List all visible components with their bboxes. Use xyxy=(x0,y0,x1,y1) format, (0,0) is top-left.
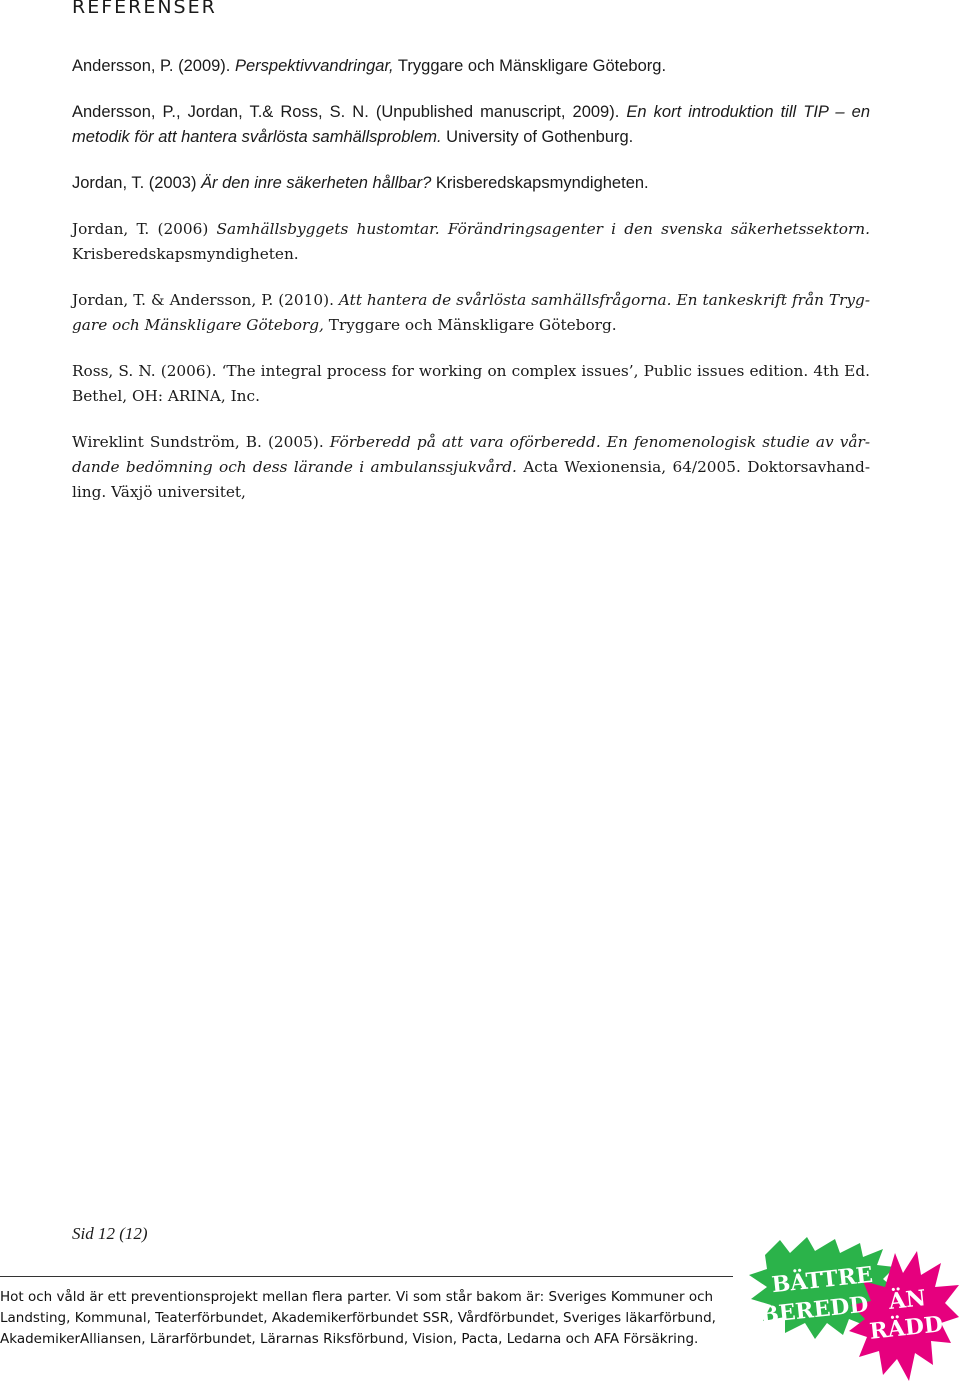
logo-word-radd: RÄDD xyxy=(868,1311,945,1345)
reference-text: Tryggare och Mänskligare Göteborg. xyxy=(323,316,617,334)
page-number: Sid 12 (12) xyxy=(72,1224,148,1243)
reference-text: Krisberedskapsmyndigheten. xyxy=(431,174,649,192)
reference-title: En kort introduktion till TIP – en metodik för att hantera svårlösta samhällsproblem. xyxy=(72,103,870,146)
reference-entry xyxy=(72,54,870,79)
reference-text: Jordan, T. (2006) xyxy=(72,220,217,238)
reference-entry xyxy=(72,171,870,196)
reference-entry xyxy=(72,359,870,409)
footer-line: AkademikerAlliansen, Lärarförbundet, Lärarnas Riksförbund, Vision, Pacta, Ledarna och AFA Försäkring. xyxy=(0,1331,699,1347)
reference-text: Tryggare och Mänskligare Göteborg. xyxy=(393,57,667,75)
reference-text: Acta Wexionensia, 64/2005. Doktorsavhandling. Växjö universitet, xyxy=(72,458,870,501)
reference-entry xyxy=(72,100,870,150)
logo-word-battre: BÄTTRE xyxy=(770,1261,875,1299)
reference-text: Andersson, P. (2009). xyxy=(72,57,235,75)
reference-title: Att hantera de svårlösta samhällsfrågorna. En tankeskrift från Tryggare och Mänskligare Göteborg, xyxy=(72,291,870,334)
reference-text: Wireklint Sundström, B. (2005). xyxy=(72,433,330,451)
reference-title: Samhällsbyggets hustomtar. Förändringsagenter i den svenska säkerhetssektorn. xyxy=(216,220,870,238)
reference-title: Förberedd på att vara oförberedd. En fenomenologisk studie av vårdande bedömning och dess lärande i ambulanssjukvård. xyxy=(72,433,870,476)
reference-title: Perspektivvandringar, xyxy=(234,57,394,75)
reference-text: Jordan, T. (2003) xyxy=(72,174,202,192)
logo-word-beredd: BEREDD xyxy=(758,1291,870,1329)
reference-list xyxy=(72,54,870,526)
reference-text: Jordan, T. & Andersson, P. (2010). xyxy=(72,291,339,309)
logo-word-an: ÄN xyxy=(887,1285,928,1315)
reference-entry xyxy=(72,217,870,267)
reference-text: Ross, S. N. (2006). ‘The integral process for working on complex issues’, Public issues edition. 4th Ed. Bethel, OH: ARINA, Inc. xyxy=(72,362,870,405)
reference-text: Andersson, P., Jordan, T.& Ross, S. N. (Unpublished manuscript, 2009). xyxy=(72,103,627,121)
reference-title: Är den inre säkerheten hållbar? xyxy=(201,174,432,192)
battre-beredd-logo xyxy=(745,1235,960,1383)
reference-text: University of Gothenburg. xyxy=(441,128,634,146)
footer-line: Hot och våld är ett preventionsprojekt mellan flera parter. Vi som står bakom är: Sveriges Kommuner och xyxy=(0,1289,714,1305)
page-heading: REFERENSER xyxy=(72,0,217,18)
footer-text xyxy=(0,1287,740,1350)
footer-line: Landsting, Kommunal, Teaterförbundet, Akademikerförbundet SSR, Vårdförbundet, Sveriges läkarförbund, xyxy=(0,1310,716,1326)
footer-divider xyxy=(0,1276,733,1277)
reference-entry xyxy=(72,288,870,338)
reference-text: Krisberedskapsmyndigheten. xyxy=(72,245,299,263)
reference-entry xyxy=(72,430,870,505)
